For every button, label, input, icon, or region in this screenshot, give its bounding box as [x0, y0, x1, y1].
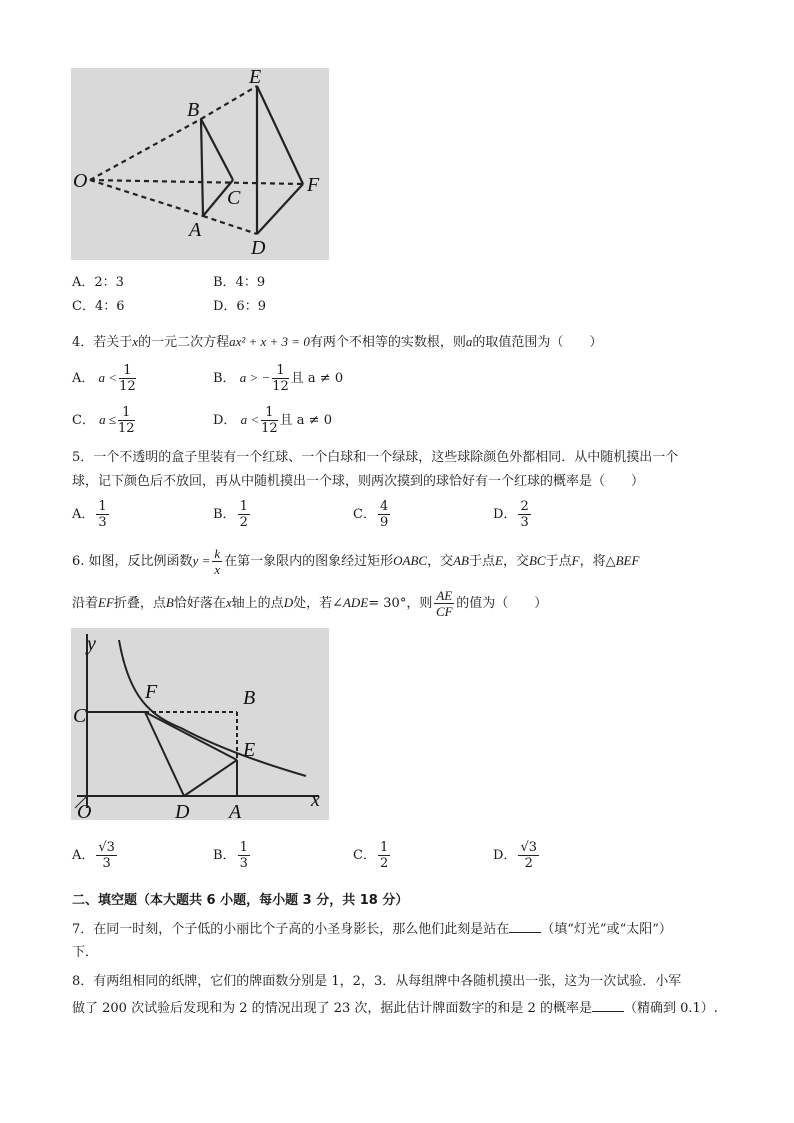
- q6-option-b: B． $\frac{1}{3}$: [213, 840, 248, 871]
- label-D: D: [251, 237, 266, 259]
- label-F: F: [145, 681, 158, 703]
- q5-option-b: B． $\frac{1}{2}$: [213, 499, 248, 530]
- q5-option-d: D． $\frac{2}{3}$: [493, 499, 529, 530]
- q4-option-b: B． a > − $\frac{1}{12}$ 且 a ≠ 0: [213, 363, 344, 394]
- q7-line-2: 下．: [72, 945, 99, 960]
- label-C: C: [227, 187, 241, 209]
- q6-line-2: 沿着EF折叠，点B恰好落在x轴上的点D处，若∠ADE= 30°，则 $\frac{AE}{CF}$ 的值为（ ）: [72, 588, 548, 619]
- q3-option-b: B．4：9: [213, 275, 266, 290]
- q4-option-c: C． a ≤ $\frac{1}{12}$: [72, 405, 135, 436]
- q3-option-c: C．4：6: [72, 299, 125, 314]
- label-x: x: [311, 789, 320, 811]
- label-O: O: [77, 801, 92, 820]
- q8-line-1: 8．有两组相同的纸牌，它们的牌面数分别是 1，2，3．从每组牌中各随机摸出一张，这为一次试验．小军: [72, 974, 682, 989]
- q6-line-1: 6. 如图，反比例函数y = $\frac{k}{x}$ 在第一象限内的图象经过矩形OABC，交AB于点E，交BC于点F，将△BEF: [72, 546, 640, 577]
- q4-option-a: A． a < $\frac{1}{12}$: [72, 363, 136, 394]
- q8-blank[interactable]: [592, 999, 624, 1012]
- label-O: O: [73, 170, 88, 192]
- q4-stem: 4．若关于x的一元二次方程ax² + x + 3 = 0有两个不相等的实数根，则a的取值范围为（ ）: [72, 334, 603, 350]
- q6-option-a: A． $\frac{√3}{3}$: [72, 840, 115, 871]
- label-A: A: [229, 801, 242, 820]
- label-A: A: [189, 219, 202, 241]
- section-title: 二、填空题（本大题共 6 小题，每小题 3 分，共 18 分）: [72, 893, 409, 908]
- figure-inverse-function: [71, 628, 329, 820]
- label-D: D: [175, 801, 190, 820]
- q7-blank[interactable]: [509, 920, 541, 933]
- q8-line-2: 做了 200 次试验后发现和为 2 的情况出现了 23 次，据此估计牌面数字的和是 2 的概率是 （精确到 0.1）.: [72, 1001, 718, 1016]
- q6-option-d: D． $\frac{√3}{2}$: [493, 840, 537, 871]
- label-y: y: [87, 633, 96, 655]
- label-E: E: [249, 68, 262, 88]
- q5-line-2: 球，记下颜色后不放回，再从中随机摸出一个球，则两次摸到的球恰好有一个红球的概率是（ ）: [72, 474, 645, 489]
- q3-option-a: A．2：3: [72, 275, 124, 290]
- q4-option-d: D． a < $\frac{1}{12}$ 且 a ≠ 0: [213, 405, 332, 436]
- label-F: F: [307, 174, 320, 196]
- label-E: E: [243, 739, 256, 761]
- q5-option-c: C． $\frac{4}{9}$: [353, 499, 389, 530]
- q6-option-c: C． $\frac{1}{2}$: [353, 840, 389, 871]
- q3-option-d: D．6：9: [213, 299, 266, 314]
- label-C: C: [73, 705, 87, 727]
- q5-line-1: 5．一个不透明的盒子里装有一个红球、一个白球和一个绿球，这些球除颜色外都相同．从中随机摸出一个: [72, 450, 679, 465]
- label-B: B: [243, 687, 256, 709]
- q5-option-a: A． $\frac{1}{3}$: [72, 499, 107, 530]
- label-B: B: [187, 99, 200, 121]
- figure-triangles: [71, 68, 329, 260]
- q7-line-1: 7．在同一时刻，个子低的小丽比个子高的小圣身影长，那么他们此刻是站在 （填“灯光”或“太阳”）: [72, 922, 672, 937]
